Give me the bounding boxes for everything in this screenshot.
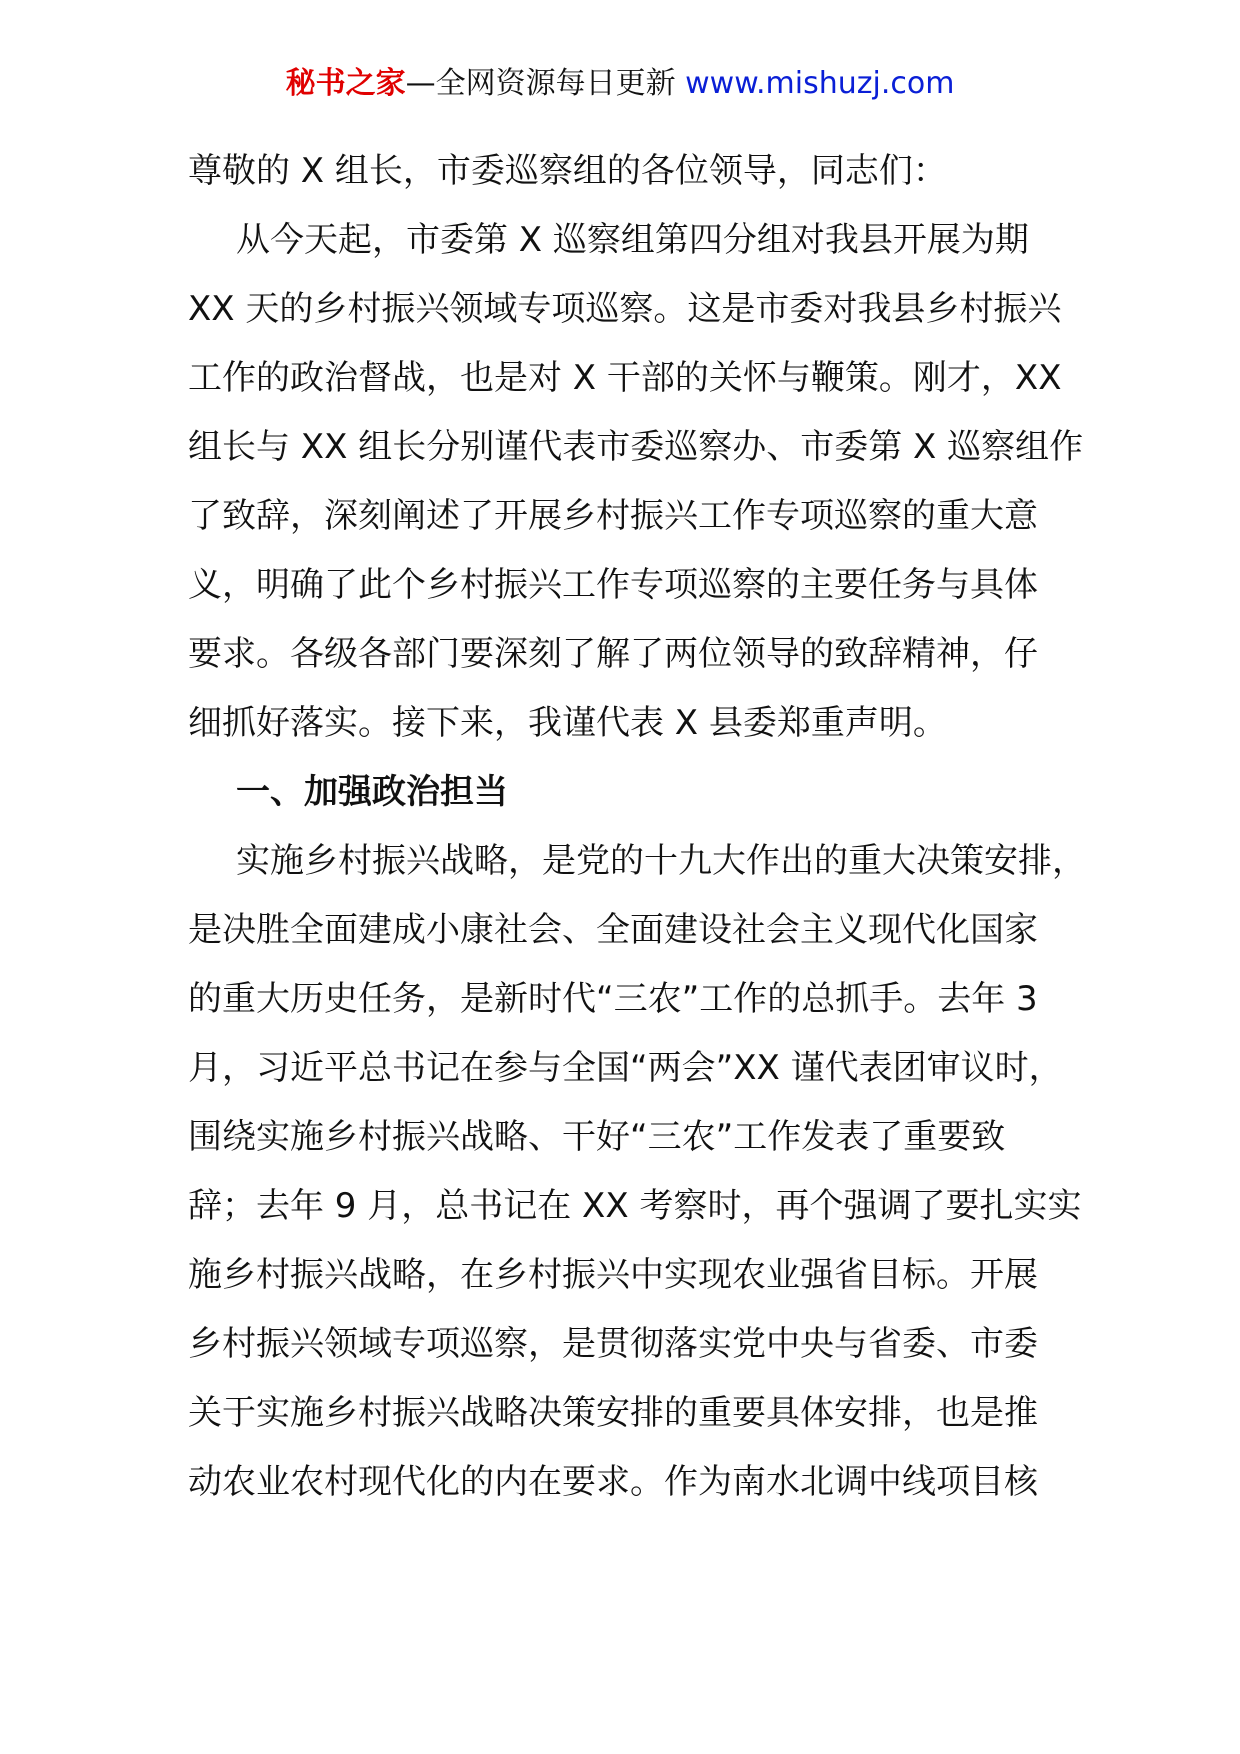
- document-header: [0, 62, 1240, 106]
- salutation: 尊敬的 X 组长，市委巡察组的各位领导，同志们：: [188, 151, 947, 191]
- paragraph-line: 的重大历史任务，是新时代“三农”工作的总抓手。去年 3: [188, 979, 1038, 1019]
- paragraph-line: 实施乡村振兴战略，是党的十九大作出的重大决策安排，: [236, 841, 1086, 881]
- paragraph-line: 施乡村振兴战略，在乡村振兴中实现农业强省目标。开展: [188, 1255, 1038, 1295]
- paragraph-line: 围绕实施乡村振兴战略、干好“三农”工作发表了重要致: [188, 1117, 1006, 1157]
- paragraph-line: 月，习近平总书记在参与全国“两会”XX 谨代表团审议时，: [188, 1048, 1063, 1088]
- paragraph-line: 工作的政治督战，也是对 X 干部的关怀与鞭策。刚才，XX: [188, 358, 1062, 398]
- site-link[interactable]: www.mishuzj.com: [685, 66, 955, 101]
- paragraph-line: 关于实施乡村振兴战略决策安排的重要具体安排，也是推: [188, 1393, 1038, 1433]
- document-body: [188, 137, 1086, 1517]
- paragraph-line: 辞；去年 9 月，总书记在 XX 考察时，再个强调了要扎实实: [188, 1186, 1082, 1226]
- brand-name: 秘书之家: [285, 66, 406, 101]
- paragraph-line: 细抓好落实。接下来，我谨代表 X 县委郑重声明。: [188, 703, 947, 743]
- paragraph-line: 要求。各级各部门要深刻了解了两位领导的致辞精神，仔: [188, 634, 1038, 674]
- paragraph-line: 乡村振兴领域专项巡察，是贯彻落实党中央与省委、市委: [188, 1324, 1038, 1364]
- paragraph-line: 组长与 XX 组长分别谨代表市委巡察办、市委第 X 巡察组作: [188, 427, 1084, 467]
- paragraph-line: 了致辞，深刻阐述了开展乡村振兴工作专项巡察的重大意: [188, 496, 1038, 536]
- header-tagline: —全网资源每日更新: [405, 66, 686, 101]
- paragraph-line: XX 天的乡村振兴领域专项巡察。这是市委对我县乡村振兴: [188, 289, 1062, 329]
- paragraph-line: 是决胜全面建成小康社会、全面建设社会主义现代化国家: [188, 910, 1038, 950]
- paragraph-line: 从今天起，市委第 X 巡察组第四分组对我县开展为期: [236, 220, 1029, 260]
- paragraph-line: 义，明确了此个乡村振兴工作专项巡察的主要任务与具体: [188, 565, 1038, 605]
- paragraph-line: 动农业农村现代化的内在要求。作为南水北调中线项目核: [188, 1462, 1038, 1502]
- section-heading: 一、加强政治担当: [236, 772, 508, 812]
